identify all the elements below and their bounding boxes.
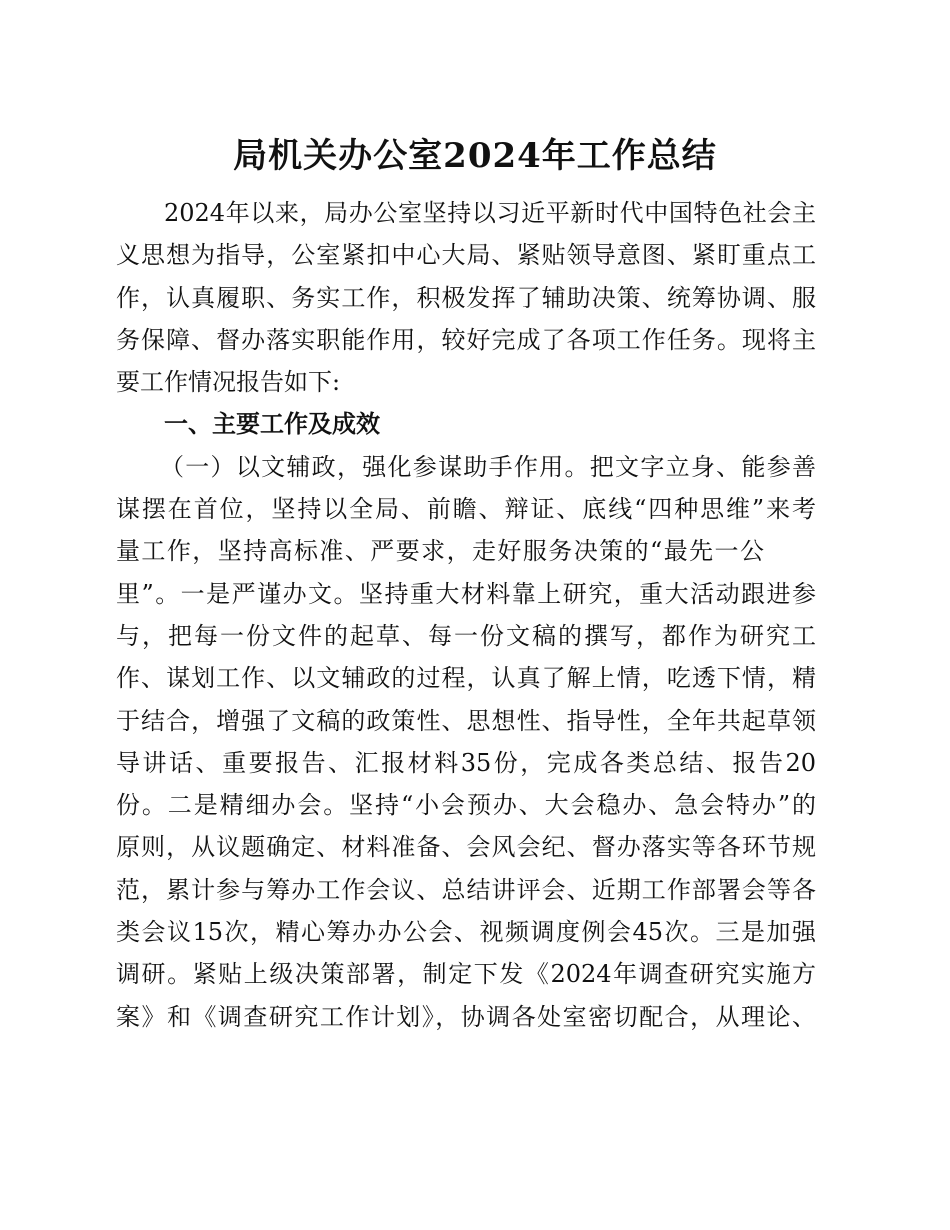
paragraph-line: 导讲话、重要报告、汇报材料35份，完成各类总结、报告20	[116, 748, 816, 777]
paragraph-line: 范，累计参与筹办工作会议、总结讲评会、近期工作部署会等各	[116, 875, 816, 904]
paragraph-line: 调研。紧贴上级决策部署，制定下发《2024年调查研究实施方	[116, 960, 816, 989]
paragraph-line: 与，把每一份文件的起草、每一份文稿的撰写，都作为研究工	[116, 621, 816, 650]
paragraph-line: 作，认真履职、务实工作，积极发挥了辅助决策、统筹协调、服	[116, 283, 816, 312]
section-heading: 一、主要工作及成效	[164, 410, 380, 439]
paragraph-line: 务保障、督办落实职能作用，较好完成了各项工作任务。现将主	[116, 325, 816, 354]
paragraph-line: （一）以文辅政，强化参谋助手作用。把文字立身、能参善	[160, 452, 816, 481]
paragraph-line: 义思想为指导，公室紧扣中心大局、紧贴领导意图、紧盯重点工	[116, 241, 816, 270]
paragraph-line: 原则，从议题确定、材料准备、会风会纪、督办落实等各环节规	[116, 833, 816, 862]
paragraph-line: 份。二是精细办会。坚持“小会预办、大会稳办、急会特办”的	[116, 791, 816, 820]
paragraph-line: 类会议15次，精心筹办办公会、视频调度例会45次。三是加强	[116, 918, 816, 947]
paragraph-line: 作、谋划工作、以文辅政的过程，认真了解上情，吃透下情，精	[116, 664, 816, 693]
paragraph-line: 要工作情况报告如下:	[116, 368, 341, 397]
paragraph-line: 案》和《调查研究工作计划》，协调各处室密切配合，从理论、	[116, 1002, 816, 1031]
document-body	[116, 192, 816, 1038]
paragraph-line: 里”。一是严谨办文。坚持重大材料靠上研究，重大活动跟进参	[116, 579, 816, 608]
paragraph-line: 2024年以来，局办公室坚持以习近平新时代中国特色社会主	[164, 199, 816, 227]
paragraph-line: 谋摆在首位，坚持以全局、前瞻、辩证、底线“四种思维”来考	[116, 495, 816, 524]
document-title: 局机关办公室2024年工作总结	[233, 136, 717, 176]
paragraph-line: 于结合，增强了文稿的政策性、思想性、指导性，全年共起草领	[116, 706, 816, 735]
paragraph-line: 量工作，坚持高标准、严要求，走好服务决策的“最先一公	[116, 537, 764, 566]
